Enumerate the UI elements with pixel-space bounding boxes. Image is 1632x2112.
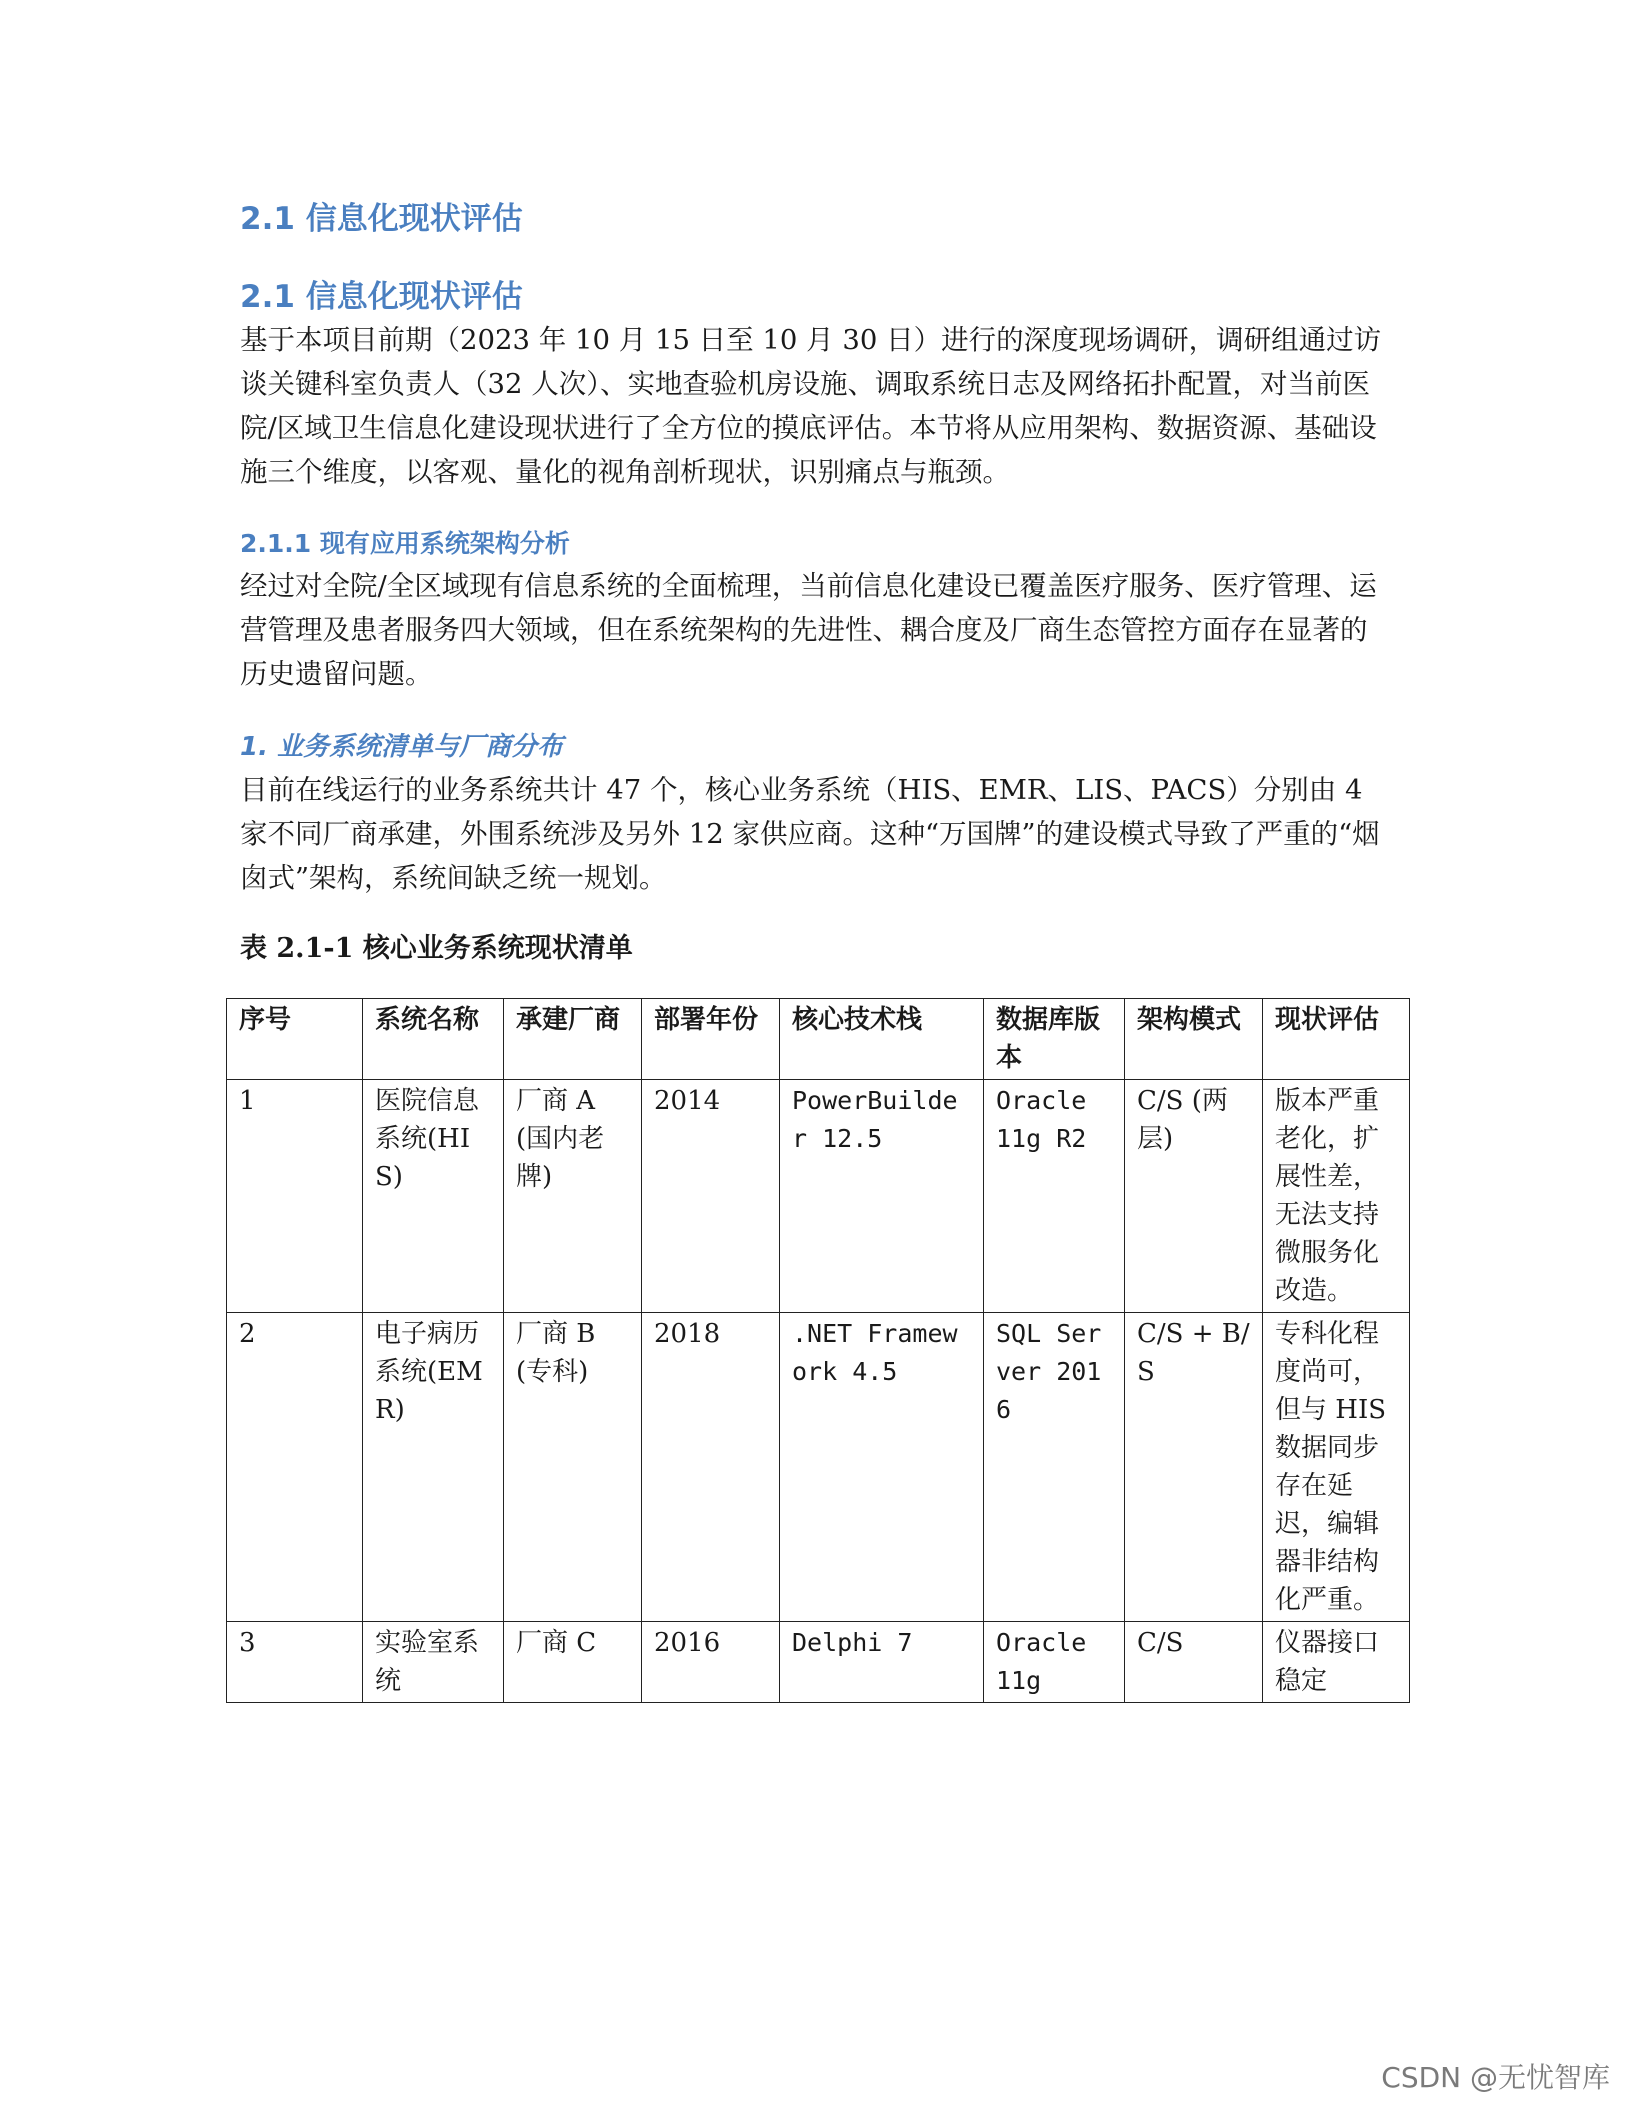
table-cell: 医院信息系统(HIS) — [363, 1080, 504, 1313]
table-cell: 2016 — [642, 1622, 780, 1703]
table-cell: 2014 — [642, 1080, 780, 1313]
table-row — [227, 1313, 1410, 1622]
table-cell: 厂商 B (专科) — [504, 1313, 642, 1622]
header-cell: 现状评估 — [1263, 999, 1410, 1080]
table-cell: 仪器接口稳定 — [1263, 1622, 1410, 1703]
watermark: CSDN @无忧智库 — [1381, 2061, 1610, 2094]
table-cell: 2018 — [642, 1313, 780, 1622]
subsection-heading: 2.1.1 现有应用系统架构分析 — [240, 529, 570, 558]
section-heading-repeat: 2.1 信息化现状评估 — [240, 201, 523, 237]
header-cell: 系统名称 — [363, 999, 504, 1080]
table-cell: Oracle 11g — [984, 1622, 1125, 1703]
header-cell: 承建厂商 — [504, 999, 642, 1080]
table-row — [227, 1080, 1410, 1313]
table-cell: 2 — [227, 1313, 363, 1622]
table-cell: C/S + B/S — [1125, 1313, 1263, 1622]
table-cell: 厂商 A (国内老牌) — [504, 1080, 642, 1313]
table-cell: Delphi 7 — [780, 1622, 984, 1703]
subsubsection-heading: 1. 业务系统清单与厂商分布 — [240, 732, 564, 762]
table-cell: 实验室系统 — [363, 1622, 504, 1703]
table-cell: 专科化程度尚可，但与 HIS 数据同步存在延迟，编辑器非结构化严重。 — [1263, 1313, 1410, 1622]
table-cell: 版本严重老化，扩展性差，无法支持微服务化改造。 — [1263, 1080, 1410, 1313]
header-cell: 核心技术栈 — [780, 999, 984, 1080]
intro-paragraph: 基于本项目前期（2023 年 10 月 15 日至 10 月 30 日）进行的深度现场调研，调研组通过访谈关键科室负责人（32 人次）、实地查验机房设施、调取系统日志及网络拓扑配置，对当前医院/区域卫生信息化建设现状进行了全方位的摸底评估。本节将从应用架构、数据资源、基础设施三个维度，以客观、量化的视角剖析现状，识别痛点与瓶颈。 — [240, 324, 1382, 488]
table-cell: C/S — [1125, 1622, 1263, 1703]
architecture-paragraph: 经过对全院/全区域现有信息系统的全面梳理，当前信息化建设已覆盖医疗服务、医疗管理、运营管理及患者服务四大领域，但在系统架构的先进性、耦合度及厂商生态管控方面存在显著的历史遗留问题。 — [240, 570, 1377, 690]
header-cell: 部署年份 — [642, 999, 780, 1080]
table-cell: .NET Framework 4.5 — [780, 1313, 984, 1622]
header-cell: 架构模式 — [1125, 999, 1263, 1080]
table-cell: 电子病历系统(EMR) — [363, 1313, 504, 1622]
table-cell: 厂商 C — [504, 1622, 642, 1703]
section-heading: 2.1 信息化现状评估 — [240, 279, 523, 315]
table-cell: Oracle 11g R2 — [984, 1080, 1125, 1313]
table-header-row — [227, 999, 1410, 1080]
table-row — [227, 1622, 1410, 1703]
header-cell: 数据库版本 — [984, 999, 1125, 1080]
table-cell: 1 — [227, 1080, 363, 1313]
table-cell: 3 — [227, 1622, 363, 1703]
systems-table — [226, 998, 1410, 1703]
table-cell: C/S (两层) — [1125, 1080, 1263, 1313]
header-cell: 序号 — [227, 999, 363, 1080]
vendors-paragraph: 目前在线运行的业务系统共计 47 个，核心业务系统（HIS、EMR、LIS、PACS）分别由 4 家不同厂商承建，外围系统涉及另外 12 家供应商。这种“万国牌”的建设模式导致了严重的“烟囱式”架构，系统间缺乏统一规划。 — [240, 774, 1380, 894]
table-cell: PowerBuilder 12.5 — [780, 1080, 984, 1313]
table-cell: SQL Server 2016 — [984, 1313, 1125, 1622]
table-caption: 表 2.1-1 核心业务系统现状清单 — [240, 933, 633, 964]
